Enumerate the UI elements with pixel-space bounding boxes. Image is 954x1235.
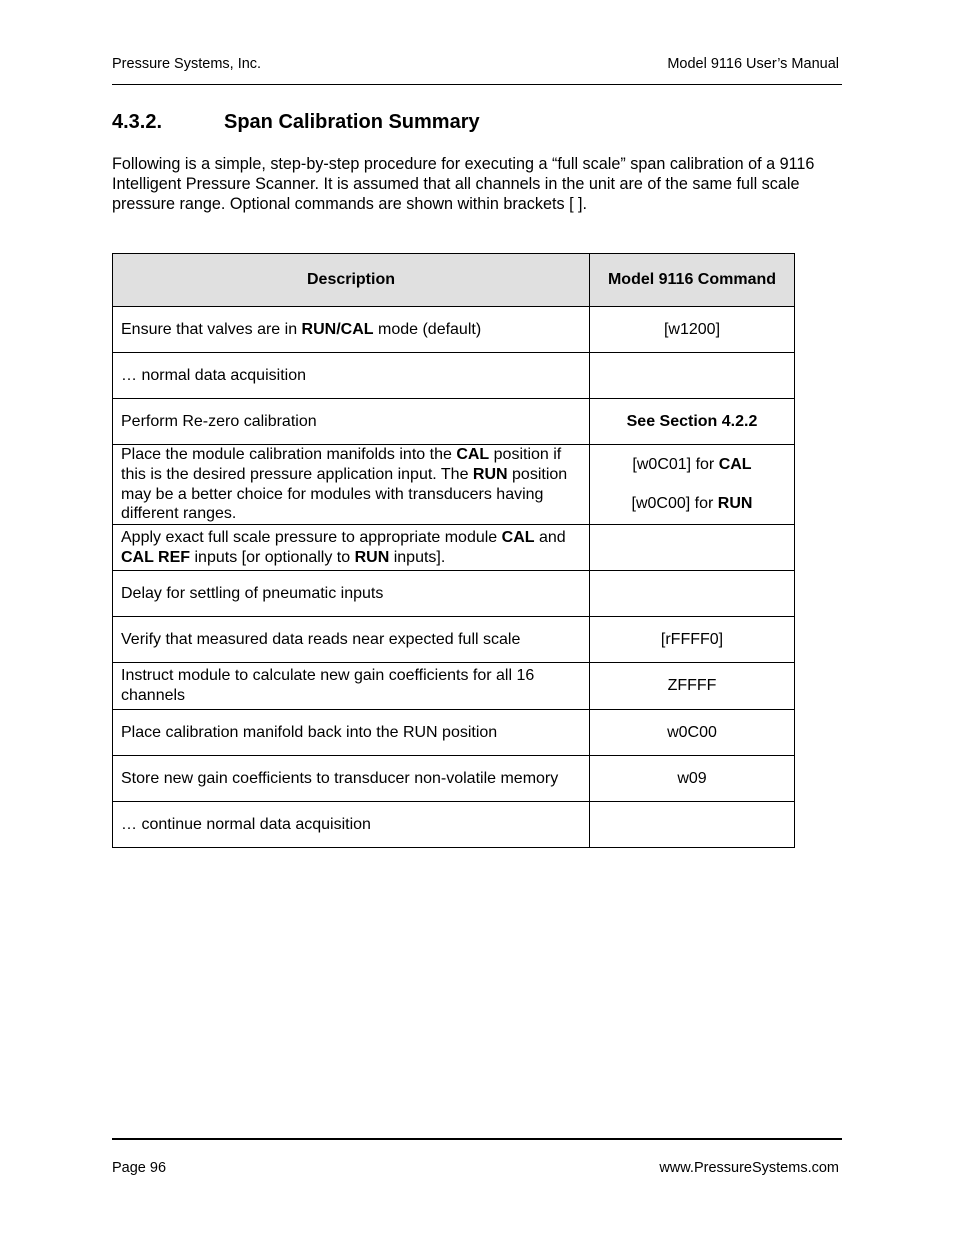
step-description [113, 525, 590, 571]
text-run: … normal data acquisition [121, 366, 306, 384]
table-row [113, 307, 795, 353]
step-description [113, 802, 590, 848]
command-spacer [598, 475, 786, 494]
text-run: inputs [or optionally to [190, 548, 355, 566]
header-company: Pressure Systems, Inc. [112, 56, 262, 72]
section-title: Span Calibration Summary [224, 111, 480, 133]
column-header-description: Description [113, 254, 590, 307]
step-description [113, 571, 590, 617]
table-row [113, 399, 795, 445]
command-line [598, 676, 786, 696]
table-row [113, 710, 795, 756]
text-run: Place calibration manifold back into the RUN position [121, 723, 498, 741]
bold-term: See Section 4.2.2 [626, 412, 758, 430]
text-run: Instruct module to calculate new gain coefficients for all 16 channels [121, 667, 535, 704]
table-row [113, 617, 795, 663]
header-divider [112, 84, 842, 85]
footer-divider [112, 1138, 842, 1140]
step-description [113, 756, 590, 802]
step-description [113, 399, 590, 445]
bold-term: RUN [472, 465, 508, 483]
bold-term: CAL [456, 446, 490, 464]
text-run: inputs]. [389, 548, 446, 566]
text-run: w09 [677, 769, 707, 787]
step-command [590, 399, 795, 445]
command-line [598, 455, 786, 475]
text-run: Verify that measured data reads near expected full scale [121, 630, 521, 648]
text-run: w0C00 [667, 723, 717, 741]
step-description [113, 710, 590, 756]
bold-term: CAL [501, 528, 535, 546]
table-row [113, 663, 795, 710]
step-command [590, 756, 795, 802]
command-line [598, 723, 786, 743]
step-command [590, 445, 795, 525]
table-row [113, 525, 795, 571]
bold-term: RUN [717, 495, 753, 512]
footer-website: www.PressureSystems.com [659, 1160, 839, 1176]
text-run: and [534, 528, 566, 546]
step-command [590, 802, 795, 848]
text-run: Place the module calibration manifolds into the [121, 446, 457, 464]
text-run: position if this is the desired pressure application input. The [121, 446, 562, 483]
step-command [590, 663, 795, 710]
step-command [590, 307, 795, 353]
command-line [598, 769, 786, 789]
step-description [113, 617, 590, 663]
step-command [590, 617, 795, 663]
section-heading [112, 111, 480, 134]
command-line [598, 494, 786, 514]
text-run: [rFFFF0] [660, 630, 724, 648]
intro-paragraph: Following is a simple, step-by-step procedure for executing a “full scale” span calibration of a 9116 Intelligent Pressure Scanner. It is assumed that all channels in the unit are of the same full scale pressure range. Optional commands are shown within brackets [ ]. [112, 155, 815, 213]
table-header-row [113, 254, 795, 307]
text-run: [w0C00] for [631, 495, 718, 512]
table-row [113, 756, 795, 802]
text-run: Delay for settling of pneumatic inputs [121, 584, 384, 602]
table-row [113, 445, 795, 525]
footer-page-number: Page 96 [112, 1160, 167, 1176]
step-description [113, 307, 590, 353]
section-number: 4.3.2. [112, 111, 163, 133]
table-row [113, 571, 795, 617]
bold-term: CAL [718, 456, 752, 474]
text-run: mode (default) [373, 320, 482, 338]
step-description [113, 663, 590, 710]
table-row [113, 353, 795, 399]
table-row [113, 802, 795, 848]
step-command [590, 571, 795, 617]
step-command [590, 710, 795, 756]
text-run: [w0C01] for [632, 456, 719, 474]
text-run: Apply exact full scale pressure to appropriate module [121, 528, 502, 546]
command-line [598, 320, 786, 340]
command-line [598, 630, 786, 650]
span-calibration-table [112, 253, 795, 848]
text-run: Perform Re-zero calibration [121, 412, 317, 430]
step-command [590, 525, 795, 571]
table-body [113, 307, 795, 848]
text-run: Store new gain coefficients to transducer non-volatile memory [121, 769, 559, 787]
text-run: position may be a better choice for modules with transducers having different ranges. [121, 465, 568, 523]
bold-term: RUN [354, 548, 390, 566]
bold-term: RUN/CAL [301, 320, 374, 338]
step-command [590, 353, 795, 399]
step-description [113, 353, 590, 399]
header-manual-title: Model 9116 User’s Manual [667, 56, 839, 72]
step-description [113, 445, 590, 525]
text-run: … continue normal data acquisition [121, 815, 371, 833]
column-header-command: Model 9116 Command [590, 254, 795, 307]
bold-term: CAL REF [121, 548, 191, 566]
command-line [598, 412, 786, 432]
text-run: Ensure that valves are in [121, 320, 302, 338]
text-run: [w1200] [663, 320, 721, 338]
text-run: ZFFFF [667, 677, 717, 695]
